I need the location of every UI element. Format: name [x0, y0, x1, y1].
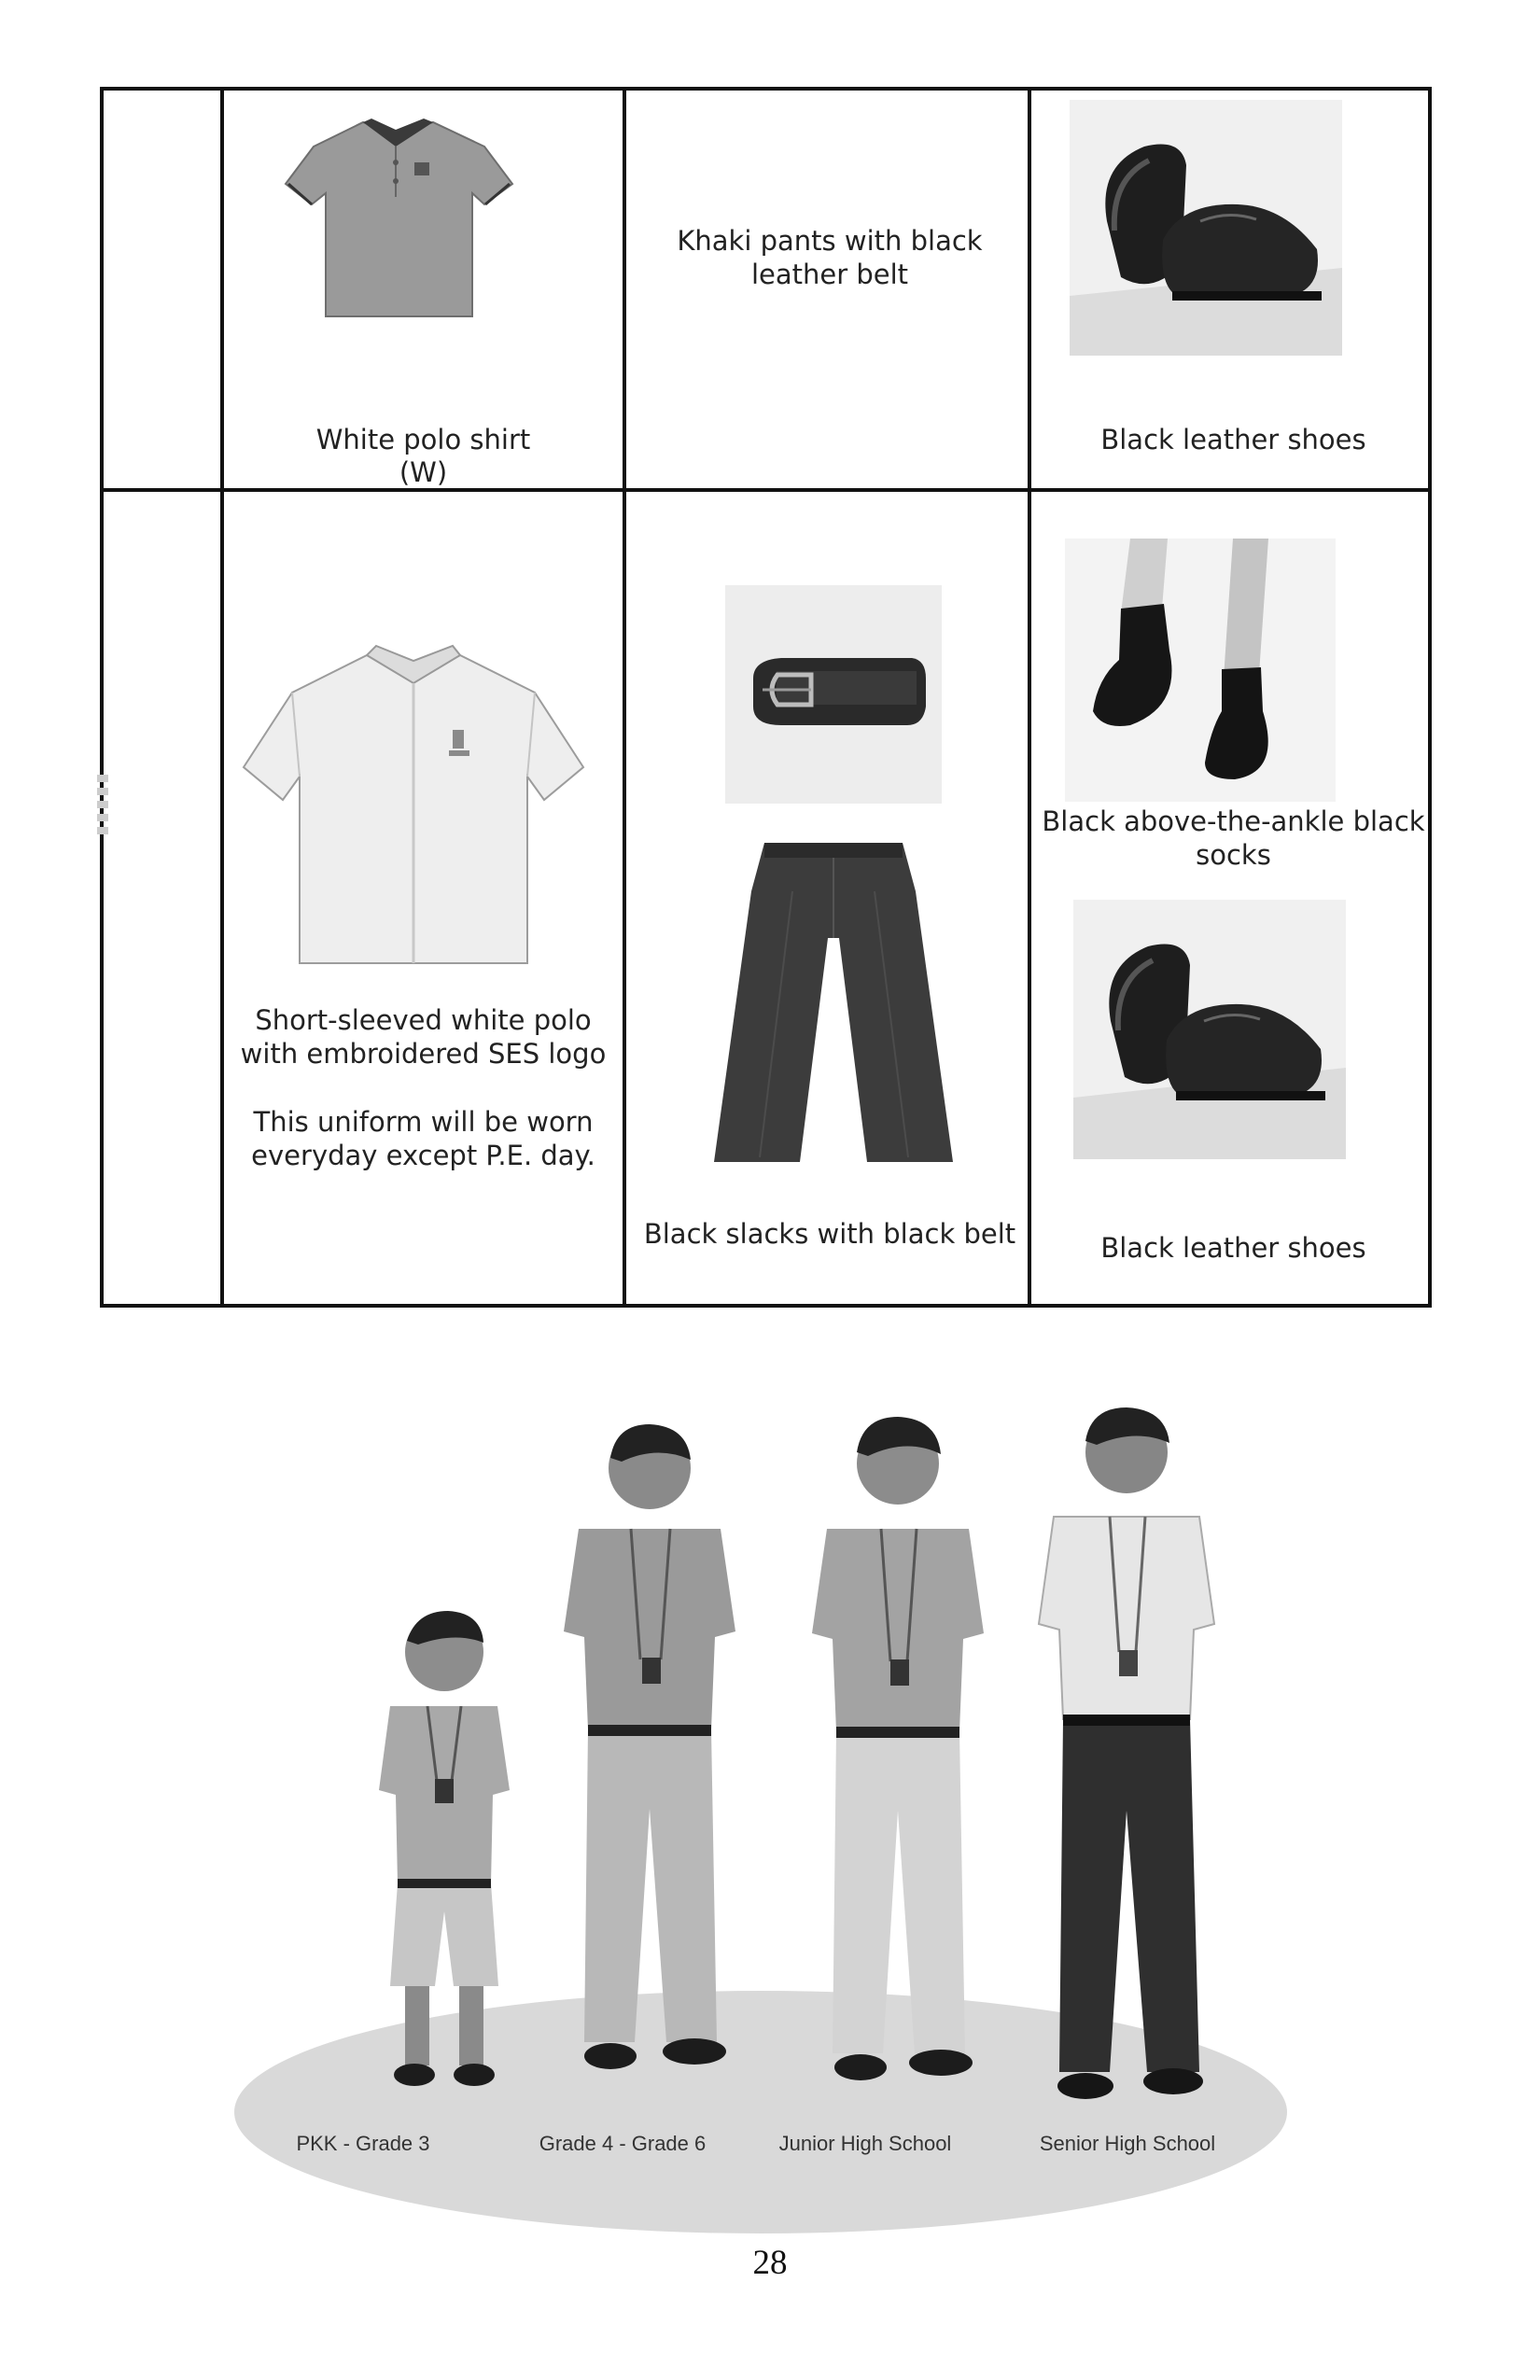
- white-shirt-label: Short-sleeved white polo with embroidered SES logo: [240, 1004, 607, 1070]
- polo-shirt-icon: [236, 637, 591, 973]
- white-shirt-note: This uniform will be worn everyday except P.E. day.: [251, 1106, 595, 1171]
- margin-marks: [93, 775, 112, 840]
- belt-icon: [725, 585, 942, 804]
- student-figure-icon: [556, 1417, 743, 2107]
- student-figure-icon: [805, 1409, 991, 2109]
- table-column-rule: [623, 91, 626, 1304]
- polo-shirt-note: (W): [399, 456, 448, 488]
- black-shoes-label: Black leather shoes: [1100, 1232, 1366, 1264]
- caption-grade-4-6: Grade 4 - Grade 6: [539, 2132, 707, 2155]
- polo-shirt-label: White polo shirt: [315, 424, 531, 455]
- caption-pkk-grade-3: PKK - Grade 3: [296, 2132, 430, 2155]
- caption-senior-high: Senior High School: [1039, 2132, 1216, 2155]
- dress-shoe-icon: [1070, 100, 1342, 356]
- student-figure-icon: [1033, 1400, 1220, 2117]
- table-column-rule: [1028, 91, 1031, 1304]
- slacks-icon: [708, 835, 959, 1169]
- uniform-table: [100, 87, 1432, 1308]
- polo-shirt-icon: [274, 111, 522, 324]
- page-number: 28: [752, 2244, 788, 2282]
- khaki-pants-label: Khaki pants with black leather belt: [677, 225, 983, 290]
- dress-shoe-icon: [1073, 900, 1346, 1159]
- caption-junior-high: Junior High School: [778, 2132, 952, 2155]
- black-socks-label: Black above-the-ankle black socks: [1042, 805, 1425, 871]
- black-shoes-label: Black leather shoes: [1100, 424, 1366, 455]
- black-slacks-label: Black slacks with black belt: [643, 1218, 1016, 1250]
- socks-icon: [1065, 539, 1336, 802]
- student-figure-icon: [362, 1603, 525, 2098]
